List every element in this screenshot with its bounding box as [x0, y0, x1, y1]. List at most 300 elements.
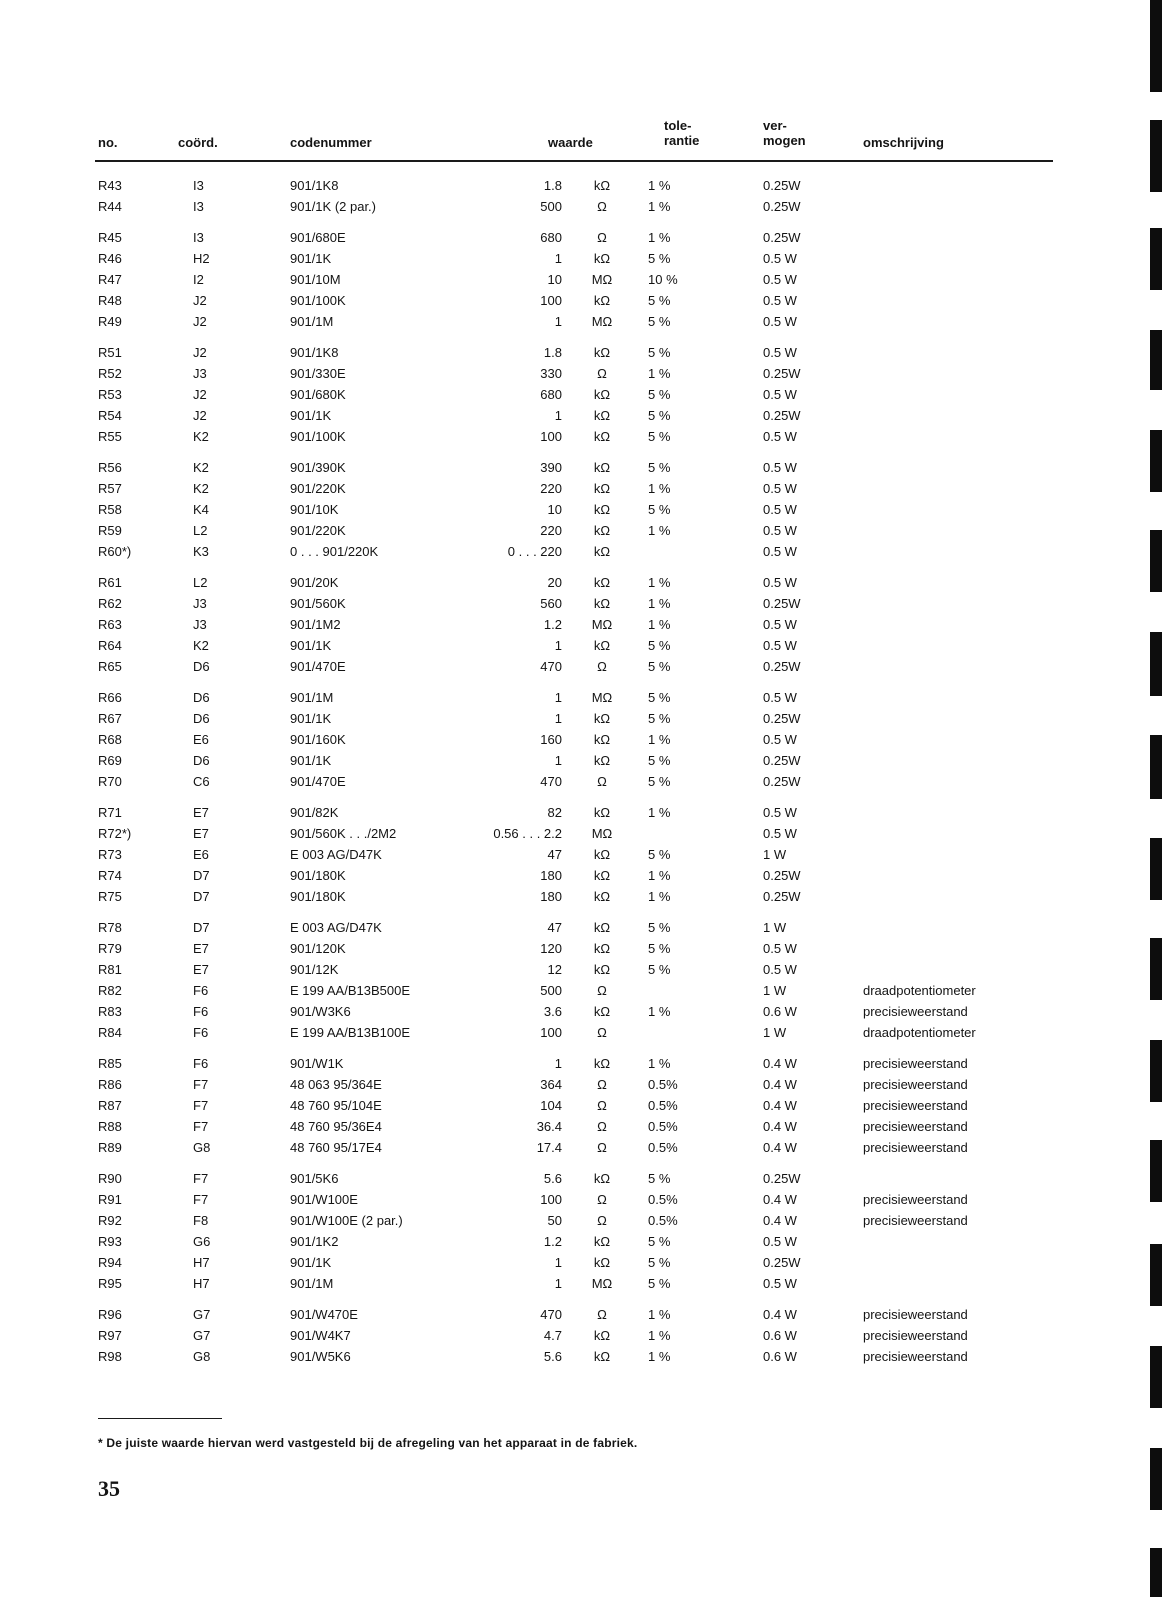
row-power: 0.5 W — [763, 523, 797, 538]
table-row — [0, 1054, 1172, 1074]
row-unit: kΩ — [593, 638, 611, 653]
row-power: 0.5 W — [763, 1276, 797, 1291]
row-code-number: 901/1K — [290, 408, 332, 423]
row-unit: kΩ — [593, 1328, 611, 1343]
row-power: 0.25W — [763, 199, 801, 214]
row-number: R97 — [98, 1328, 122, 1343]
row-code-number: 901/470E — [290, 774, 346, 789]
row-description: precisieweerstand — [863, 1307, 968, 1322]
row-unit: kΩ — [593, 575, 611, 590]
row-value: 120 — [540, 941, 562, 956]
row-description: precisieweerstand — [863, 1119, 968, 1134]
row-coordinate: K2 — [193, 638, 209, 653]
row-unit: kΩ — [593, 178, 611, 193]
row-number: R45 — [98, 230, 122, 245]
row-tolerance: 5 % — [648, 638, 671, 653]
row-unit: kΩ — [593, 753, 611, 768]
row-coordinate: C6 — [193, 774, 210, 789]
row-code-number: 901/W3K6 — [290, 1004, 351, 1019]
row-tolerance: 1 % — [648, 1328, 671, 1343]
table-row — [0, 1096, 1172, 1116]
row-value: 220 — [540, 481, 562, 496]
row-unit: kΩ — [593, 1255, 611, 1270]
row-value: 680 — [540, 387, 562, 402]
row-value: 1 — [554, 251, 562, 266]
row-value: 1 — [554, 1056, 562, 1071]
binding-mark — [1150, 1140, 1162, 1202]
binding-mark — [1150, 120, 1162, 192]
row-tolerance: 1 % — [648, 1349, 671, 1364]
row-power: 0.6 W — [763, 1004, 797, 1019]
table-row — [0, 291, 1172, 311]
row-coordinate: J2 — [193, 408, 207, 423]
row-power: 0.4 W — [763, 1213, 797, 1228]
row-coordinate: E7 — [193, 826, 209, 841]
page-number: 35 — [98, 1476, 120, 1501]
row-code-number: 901/W1K — [290, 1056, 344, 1071]
row-power: 0.25W — [763, 596, 801, 611]
row-coordinate: I3 — [193, 178, 204, 193]
table-row — [0, 270, 1172, 290]
row-number: R44 — [98, 199, 122, 214]
row-coordinate: G8 — [193, 1349, 211, 1364]
table-row — [0, 573, 1172, 593]
row-description: draadpotentiometer — [863, 983, 976, 998]
table-row — [0, 312, 1172, 332]
row-code-number: 901/W4K7 — [290, 1328, 351, 1343]
row-code-number: 901/160K — [290, 732, 346, 747]
row-number: R86 — [98, 1077, 122, 1092]
row-power: 0.5 W — [763, 544, 797, 559]
row-unit: Ω — [597, 1025, 607, 1040]
table-row — [0, 845, 1172, 865]
row-unit: Ω — [597, 366, 607, 381]
row-number: R66 — [98, 690, 122, 705]
row-coordinate: I3 — [193, 199, 204, 214]
row-unit: kΩ — [593, 1234, 611, 1249]
row-power: 0.4 W — [763, 1192, 797, 1207]
table-row — [0, 406, 1172, 426]
row-tolerance: 5 % — [648, 941, 671, 956]
row-number: R82 — [98, 983, 122, 998]
row-tolerance: 1 % — [648, 481, 671, 496]
row-unit: kΩ — [593, 1171, 611, 1186]
footnote: * De juiste waarde hiervan werd vastgesteld bij de afregeling van het apparaat in de fabriek. — [98, 1436, 638, 1450]
row-value: 1 — [554, 1255, 562, 1270]
table-row — [0, 688, 1172, 708]
row-coordinate: F6 — [193, 1025, 209, 1040]
row-value: 1 — [554, 314, 562, 329]
row-tolerance: 1 % — [648, 617, 671, 632]
row-value: 500 — [540, 199, 562, 214]
row-coordinate: I3 — [193, 230, 204, 245]
row-unit: kΩ — [593, 732, 611, 747]
row-description: precisieweerstand — [863, 1140, 968, 1155]
row-unit: kΩ — [593, 868, 611, 883]
row-value: 180 — [540, 889, 562, 904]
table-row — [0, 1190, 1172, 1210]
row-number: R68 — [98, 732, 122, 747]
row-coordinate: J3 — [193, 617, 207, 632]
row-power: 0.5 W — [763, 460, 797, 475]
row-code-number: 48 760 95/104E — [290, 1098, 382, 1113]
row-value: 364 — [540, 1077, 562, 1092]
row-coordinate: G7 — [193, 1328, 211, 1343]
row-coordinate: I2 — [193, 272, 204, 287]
row-coordinate: L2 — [193, 523, 208, 538]
row-unit: Ω — [597, 1192, 607, 1207]
row-number: R94 — [98, 1255, 122, 1270]
row-coordinate: E6 — [193, 847, 209, 862]
binding-mark — [1150, 1244, 1162, 1306]
table-row — [0, 887, 1172, 907]
row-code-number: E 199 AA/B13B500E — [290, 983, 410, 998]
row-code-number: 901/680K — [290, 387, 346, 402]
header-power-line2: mogen — [763, 133, 806, 148]
row-unit: Ω — [597, 1140, 607, 1155]
row-value: 0 . . . 220 — [507, 544, 562, 559]
row-tolerance: 0.5% — [648, 1192, 678, 1207]
row-unit: kΩ — [593, 481, 611, 496]
binding-mark — [1150, 1548, 1162, 1597]
row-code-number: 901/W5K6 — [290, 1349, 351, 1364]
row-power: 0.25W — [763, 408, 801, 423]
row-value: 680 — [540, 230, 562, 245]
row-value: 0.56 . . . 2.2 — [493, 826, 562, 841]
row-unit: kΩ — [593, 1056, 611, 1071]
row-unit: kΩ — [593, 596, 611, 611]
row-unit: kΩ — [593, 1349, 611, 1364]
row-unit: kΩ — [593, 502, 611, 517]
row-code-number: 901/180K — [290, 868, 346, 883]
table-row — [0, 772, 1172, 792]
row-value: 104 — [540, 1098, 562, 1113]
table-row — [0, 1305, 1172, 1325]
row-power: 0.5 W — [763, 293, 797, 308]
binding-mark — [1150, 0, 1162, 92]
row-value: 100 — [540, 293, 562, 308]
row-number: R89 — [98, 1140, 122, 1155]
header-power-line1: ver- — [763, 118, 787, 133]
row-power: 1 W — [763, 920, 787, 935]
row-coordinate: F6 — [193, 1056, 209, 1071]
row-value: 1 — [554, 408, 562, 423]
row-value: 5.6 — [543, 1349, 562, 1364]
row-number: R71 — [98, 805, 122, 820]
row-unit: kΩ — [593, 293, 611, 308]
table-row — [0, 1326, 1172, 1346]
row-value: 180 — [540, 868, 562, 883]
row-unit: Ω — [597, 659, 607, 674]
row-value: 560 — [540, 596, 562, 611]
row-coordinate: L2 — [193, 575, 208, 590]
row-tolerance: 5 % — [648, 659, 671, 674]
table-row — [0, 1232, 1172, 1252]
row-tolerance: 5 % — [648, 460, 671, 475]
row-tolerance: 5 % — [648, 690, 671, 705]
row-number: R92 — [98, 1213, 122, 1228]
row-coordinate: J2 — [193, 293, 207, 308]
row-number: R46 — [98, 251, 122, 266]
row-unit: Ω — [597, 1077, 607, 1092]
binding-mark — [1150, 228, 1162, 290]
row-power: 0.5 W — [763, 1234, 797, 1249]
row-code-number: 901/100K — [290, 293, 346, 308]
row-code-number: 901/180K — [290, 889, 346, 904]
row-value: 1 — [554, 1276, 562, 1291]
row-tolerance: 5 % — [648, 429, 671, 444]
row-value: 1.2 — [543, 1234, 562, 1249]
row-value: 10 — [547, 502, 562, 517]
row-power: 0.5 W — [763, 617, 797, 632]
row-power: 0.25W — [763, 868, 801, 883]
row-power: 0.25W — [763, 659, 801, 674]
row-unit: Ω — [597, 1213, 607, 1228]
row-coordinate: K3 — [193, 544, 209, 559]
row-description: precisieweerstand — [863, 1349, 968, 1364]
row-coordinate: E7 — [193, 962, 209, 977]
table-row — [0, 751, 1172, 771]
row-unit: kΩ — [593, 251, 611, 266]
row-coordinate: F8 — [193, 1213, 209, 1228]
row-tolerance: 5 % — [648, 502, 671, 517]
row-value: 10 — [547, 272, 562, 287]
row-tolerance: 5 % — [648, 1276, 671, 1291]
row-description: precisieweerstand — [863, 1004, 968, 1019]
table-row — [0, 1274, 1172, 1294]
row-number: R65 — [98, 659, 122, 674]
row-tolerance: 5 % — [648, 1255, 671, 1270]
row-number: R90 — [98, 1171, 122, 1186]
row-tolerance: 1 % — [648, 1004, 671, 1019]
row-coordinate: E6 — [193, 732, 209, 747]
row-description: precisieweerstand — [863, 1077, 968, 1092]
row-tolerance: 5 % — [648, 345, 671, 360]
row-power: 1 W — [763, 983, 787, 998]
row-value: 36.4 — [536, 1119, 562, 1134]
table-row — [0, 636, 1172, 656]
table-row — [0, 1138, 1172, 1158]
row-code-number: 901/1K — [290, 753, 332, 768]
row-power: 0.5 W — [763, 502, 797, 517]
row-tolerance: 1 % — [648, 523, 671, 538]
row-coordinate: H7 — [193, 1255, 210, 1270]
row-tolerance: 1 % — [648, 366, 671, 381]
row-unit: kΩ — [593, 805, 611, 820]
row-power: 0.25W — [763, 1255, 801, 1270]
row-number: R79 — [98, 941, 122, 956]
row-code-number: E 199 AA/B13B100E — [290, 1025, 410, 1040]
row-value: 330 — [540, 366, 562, 381]
row-code-number: 901/5K6 — [290, 1171, 339, 1186]
table-row — [0, 500, 1172, 520]
row-coordinate: F7 — [193, 1077, 209, 1092]
table-row — [0, 918, 1172, 938]
table-row — [0, 458, 1172, 478]
row-number: R70 — [98, 774, 122, 789]
row-coordinate: G7 — [193, 1307, 211, 1322]
row-value: 470 — [540, 774, 562, 789]
row-value: 47 — [547, 847, 562, 862]
row-number: R85 — [98, 1056, 122, 1071]
row-number: R83 — [98, 1004, 122, 1019]
row-coordinate: G6 — [193, 1234, 211, 1249]
row-coordinate: F6 — [193, 983, 209, 998]
row-unit: kΩ — [593, 962, 611, 977]
row-number: R60*) — [98, 544, 132, 559]
table-row — [0, 866, 1172, 886]
row-value: 220 — [540, 523, 562, 538]
header-tolerance-line2: rantie — [664, 133, 700, 148]
row-power: 0.5 W — [763, 481, 797, 496]
row-unit: MΩ — [591, 1276, 613, 1291]
row-value: 1 — [554, 690, 562, 705]
row-value: 20 — [547, 575, 562, 590]
row-power: 0.5 W — [763, 387, 797, 402]
row-coordinate: E7 — [193, 805, 209, 820]
row-power: 0.4 W — [763, 1140, 797, 1155]
row-code-number: 901/10K — [290, 502, 339, 517]
row-number: R69 — [98, 753, 122, 768]
row-unit: kΩ — [593, 460, 611, 475]
row-power: 0.4 W — [763, 1098, 797, 1113]
table-row — [0, 824, 1172, 844]
row-code-number: 901/100K — [290, 429, 346, 444]
row-code-number: 901/560K — [290, 596, 346, 611]
row-code-number: 901/1M — [290, 690, 334, 705]
row-code-number: 901/220K — [290, 481, 346, 496]
row-tolerance: 1 % — [648, 805, 671, 820]
table-row — [0, 960, 1172, 980]
row-value: 12 — [547, 962, 562, 977]
row-unit: Ω — [597, 1098, 607, 1113]
row-number: R74 — [98, 868, 122, 883]
row-unit: kΩ — [593, 544, 611, 559]
row-coordinate: D7 — [193, 889, 210, 904]
row-power: 0.25W — [763, 711, 801, 726]
row-tolerance: 1 % — [648, 575, 671, 590]
row-power: 0.6 W — [763, 1328, 797, 1343]
binding-mark — [1150, 530, 1162, 592]
row-unit: Ω — [597, 1307, 607, 1322]
table-row — [0, 343, 1172, 363]
footnote-rule — [98, 1418, 222, 1419]
row-coordinate: K2 — [193, 460, 209, 475]
row-unit: kΩ — [593, 889, 611, 904]
row-value: 470 — [540, 659, 562, 674]
row-number: R49 — [98, 314, 122, 329]
row-power: 0.5 W — [763, 690, 797, 705]
table-row — [0, 176, 1172, 196]
row-unit: MΩ — [591, 617, 613, 632]
row-coordinate: D7 — [193, 868, 210, 883]
row-power: 0.5 W — [763, 429, 797, 444]
row-code-number: 901/680E — [290, 230, 346, 245]
row-tolerance: 5 % — [648, 314, 671, 329]
row-unit: Ω — [597, 774, 607, 789]
row-unit: kΩ — [593, 345, 611, 360]
row-description: precisieweerstand — [863, 1098, 968, 1113]
row-number: R67 — [98, 711, 122, 726]
row-unit: kΩ — [593, 847, 611, 862]
row-power: 0.25W — [763, 178, 801, 193]
row-number: R56 — [98, 460, 122, 475]
row-code-number: 901/120K — [290, 941, 346, 956]
row-value: 100 — [540, 1025, 562, 1040]
row-coordinate: D6 — [193, 711, 210, 726]
row-value: 1 — [554, 753, 562, 768]
header-power — [763, 118, 806, 148]
header-code: codenummer — [290, 135, 372, 150]
row-value: 100 — [540, 429, 562, 444]
row-tolerance: 0.5% — [648, 1140, 678, 1155]
row-description: precisieweerstand — [863, 1192, 968, 1207]
row-tolerance: 1 % — [648, 199, 671, 214]
row-tolerance: 1 % — [648, 230, 671, 245]
row-tolerance: 1 % — [648, 889, 671, 904]
row-value: 1.2 — [543, 617, 562, 632]
row-tolerance: 1 % — [648, 732, 671, 747]
row-value: 5.6 — [543, 1171, 562, 1186]
row-power: 1 W — [763, 1025, 787, 1040]
binding-mark — [1150, 430, 1162, 492]
row-coordinate: H7 — [193, 1276, 210, 1291]
row-tolerance: 5 % — [648, 962, 671, 977]
row-tolerance: 1 % — [648, 596, 671, 611]
row-power: 0.5 W — [763, 314, 797, 329]
row-number: R59 — [98, 523, 122, 538]
row-coordinate: J2 — [193, 314, 207, 329]
row-number: R62 — [98, 596, 122, 611]
row-power: 0.5 W — [763, 272, 797, 287]
table-row — [0, 1023, 1172, 1043]
row-number: R54 — [98, 408, 122, 423]
row-code-number: 901/390K — [290, 460, 346, 475]
row-unit: MΩ — [591, 272, 613, 287]
table-row — [0, 981, 1172, 1001]
row-number: R43 — [98, 178, 122, 193]
header-description: omschrijving — [863, 135, 944, 150]
table-header — [0, 116, 1172, 152]
table-row — [0, 1117, 1172, 1137]
row-number: R63 — [98, 617, 122, 632]
row-unit: kΩ — [593, 429, 611, 444]
row-description: precisieweerstand — [863, 1056, 968, 1071]
row-power: 0.5 W — [763, 941, 797, 956]
header-rule — [95, 160, 1053, 162]
row-tolerance: 5 % — [648, 1171, 671, 1186]
row-tolerance: 5 % — [648, 774, 671, 789]
row-power: 0.5 W — [763, 826, 797, 841]
row-description: precisieweerstand — [863, 1213, 968, 1228]
row-code-number: 901/W100E (2 par.) — [290, 1213, 403, 1228]
table-row — [0, 615, 1172, 635]
row-number: R87 — [98, 1098, 122, 1113]
row-number: R61 — [98, 575, 122, 590]
row-coordinate: K4 — [193, 502, 209, 517]
row-unit: kΩ — [593, 1004, 611, 1019]
row-code-number: 0 . . . 901/220K — [290, 544, 379, 559]
row-value: 1 — [554, 711, 562, 726]
row-power: 0.5 W — [763, 962, 797, 977]
row-coordinate: F6 — [193, 1004, 209, 1019]
row-unit: MΩ — [591, 314, 613, 329]
binding-mark — [1150, 1346, 1162, 1408]
row-code-number: 901/1K — [290, 638, 332, 653]
table-row — [0, 542, 1172, 562]
row-tolerance: 0.5% — [648, 1213, 678, 1228]
row-unit: kΩ — [593, 387, 611, 402]
